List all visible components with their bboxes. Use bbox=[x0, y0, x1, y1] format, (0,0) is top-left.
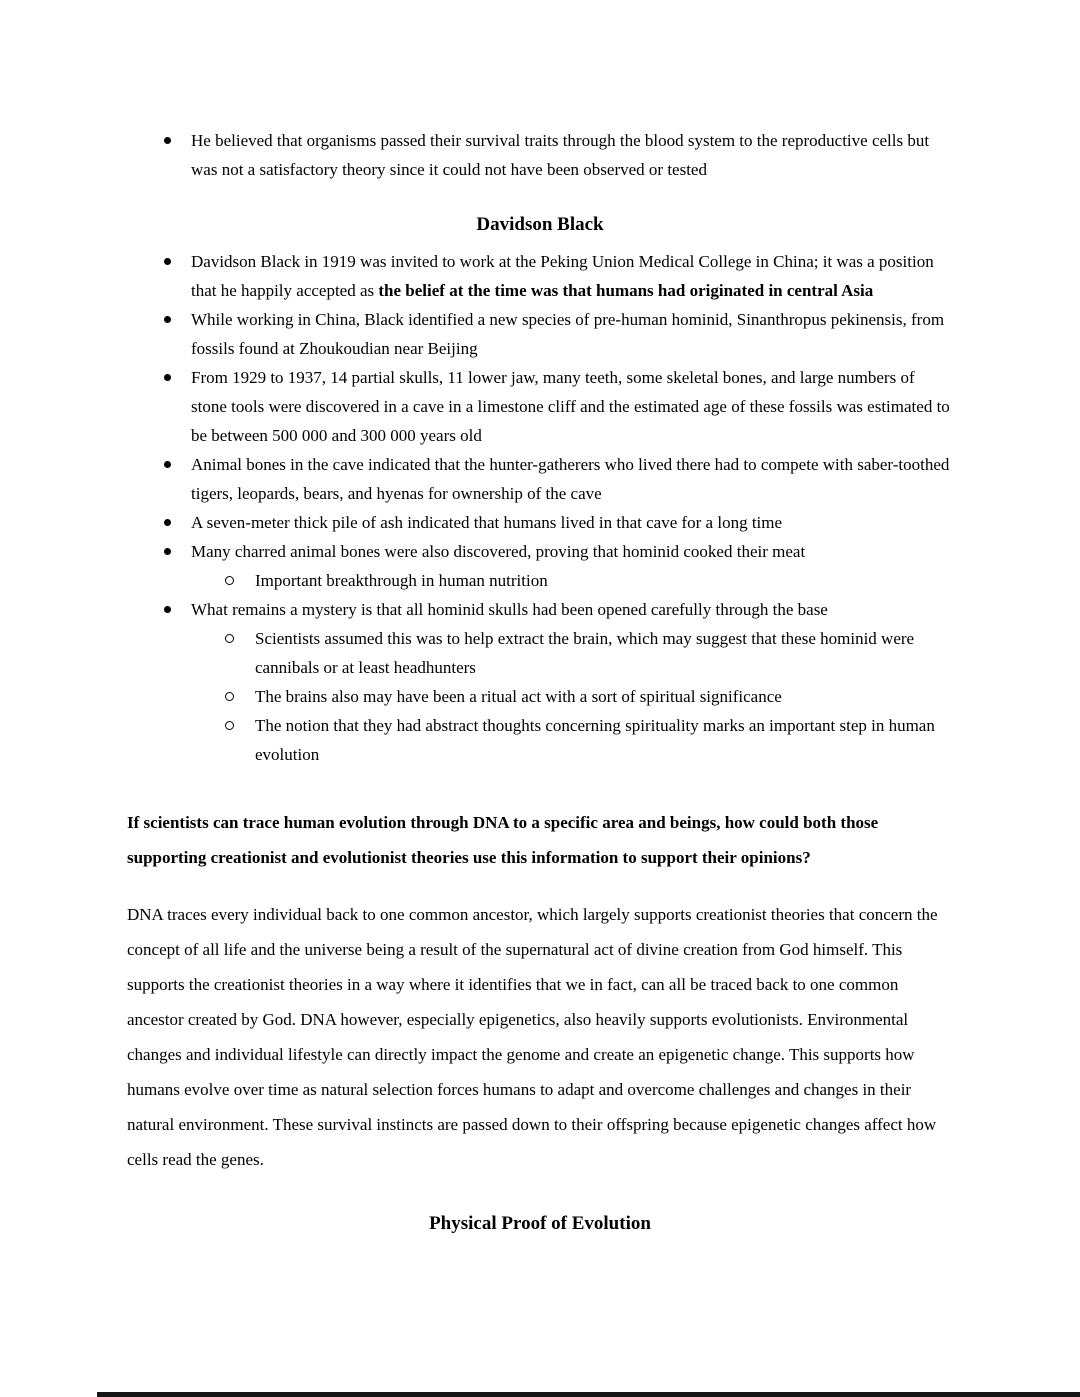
page-bottom-edge bbox=[97, 1392, 1080, 1397]
sub-bullet-item-spirituality bbox=[127, 711, 953, 769]
bullet-text: Important breakthrough in human nutrition bbox=[255, 571, 548, 590]
bullet-item-animal-bones bbox=[127, 450, 953, 508]
bullet-item-fossils-discovered bbox=[127, 363, 953, 450]
bullet-text: Many charred animal bones were also discovered, proving that hominid cooked their meat bbox=[191, 542, 806, 561]
bullet-text-bold: the belief at the time was that humans had originated in central Asia bbox=[378, 281, 874, 300]
sub-bullet-item-cannibals bbox=[127, 624, 953, 682]
bullet-text: The brains also may have been a ritual act with a sort of spiritual significance bbox=[255, 687, 782, 706]
bullet-item-skulls-mystery bbox=[127, 595, 953, 624]
bullet-text: Animal bones in the cave indicated that the hunter-gatherers who lived there had to compete with saber-toothed tigers, leopards, bears, and hyenas for ownership of the cave bbox=[191, 455, 950, 503]
bullet-text: He believed that organisms passed their survival traits through the blood system to the reproductive cells but was not a satisfactory theory since it could not have been observed or tested bbox=[191, 131, 930, 179]
bullet-item-sinanthropus bbox=[127, 305, 953, 363]
question-paragraph: If scientists can trace human evolution through DNA to a specific area and beings, how could both those supporting creationist and evolutionist theories use this information to support their opinions? bbox=[127, 813, 879, 867]
section-heading-physical-proof: Physical Proof of Evolution bbox=[429, 1213, 651, 1234]
bullet-text: While working in China, Black identified a new species of pre-human hominid, Sinanthropus pekinensis, from fossils found at Zhoukoudian near Beijing bbox=[191, 310, 945, 358]
intro-bullet-list bbox=[127, 126, 953, 184]
bullet-text: From 1929 to 1937, 14 partial skulls, 11 lower jaw, many teeth, some skeletal bones, and large numbers of stone tools were discovered in a cave in a limestone cliff and the estimated age of these fossils was estimated to be between 500 000 and 300 000 years old bbox=[191, 368, 950, 445]
section-heading-davidson-black: Davidson Black bbox=[476, 214, 604, 235]
bullet-item-charred-bones bbox=[127, 537, 953, 566]
bullet-item-peking-union bbox=[127, 247, 953, 305]
bullet-text: What remains a mystery is that all hominid skulls had been opened carefully through the base bbox=[191, 600, 828, 619]
bullet-item-ash-pile bbox=[127, 508, 953, 537]
sub-bullet-item-ritual bbox=[127, 682, 953, 711]
bullet-text: Scientists assumed this was to help extract the brain, which may suggest that these hominid were cannibals or at least headhunters bbox=[255, 629, 915, 677]
sub-bullet-item-nutrition bbox=[127, 566, 953, 595]
bullet-text: Davidson Black in 1919 was invited to work at the Peking Union Medical College in China; it was a position that he happily accepted as bbox=[191, 252, 934, 300]
bullet-item-blood-system bbox=[127, 126, 953, 184]
answer-paragraph: DNA traces every individual back to one common ancestor, which largely supports creationist theories that concern the concept of all life and the universe being a result of the supernatural act of divine creation from God himself. This supports the creationist theories in a way where it identifies that we in fact, can all be traced back to one common ancestor created by God. DNA however, especially epigenetics, also heavily supports evolutionists. Environmental changes and individual lifestyle can directly impact the genome and create an epigenetic change. This supports how humans evolve over time as natural selection forces humans to adapt and overcome challenges and changes in their natural environment. These survival instincts are passed down to their offspring because epigenetic changes affect how cells read the genes. bbox=[127, 905, 938, 1169]
davidson-black-bullet-list bbox=[127, 247, 953, 769]
bullet-text: A seven-meter thick pile of ash indicated that humans lived in that cave for a long time bbox=[191, 513, 783, 532]
bullet-text: The notion that they had abstract thoughts concerning spirituality marks an important step in human evolution bbox=[255, 716, 935, 764]
